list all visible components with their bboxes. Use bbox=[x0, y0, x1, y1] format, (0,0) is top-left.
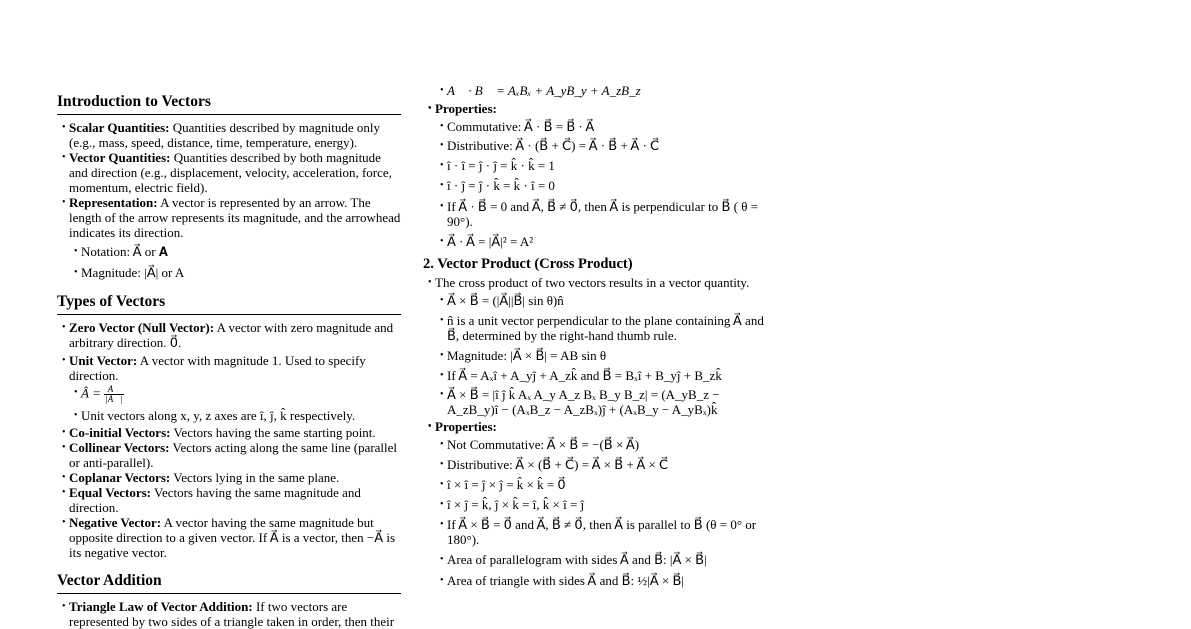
zero-text: A vector with zero magnitude and arbitrary direction. 0⃗. bbox=[69, 320, 394, 350]
cross-property-unit-cross: • î × ĵ = k̂, ĵ × k̂ = î, k̂ × î = ĵ bbox=[447, 497, 768, 512]
term-negative: Negative Vector: bbox=[69, 515, 162, 530]
equal-text: Vectors having the same magnitude and direction. bbox=[69, 485, 361, 515]
notation-item: • Notation: A⃗ or 𝐀 bbox=[81, 244, 401, 259]
dot-property-unit-self: • î · î = ĵ · ĵ = k̂ · k̂ = 1 bbox=[447, 158, 768, 173]
cross-properties-label: • Properties: bbox=[435, 419, 768, 434]
list-item-unit bbox=[69, 353, 401, 383]
term-coinitial: Co-initial Vectors: bbox=[69, 425, 171, 440]
collinear-text: Vectors acting along the same line (parallel or anti-parallel). bbox=[69, 440, 398, 470]
dot-components-formula: • A⃗ · B⃗ = AₓBₓ + A_yB_y + A_zB_z bbox=[447, 83, 768, 98]
dot-product-list bbox=[423, 83, 768, 249]
negative-text: A vector having the same magnitude but opposite direction to a given vector. If A⃗ is a vector, then −A⃗ is its negative vector. bbox=[69, 515, 396, 560]
cross-property-distributive: • Distributive: A⃗ × (B⃗ + C⃗) = A⃗ × B⃗ + A⃗ × C⃗ bbox=[447, 457, 768, 472]
term-collinear: Collinear Vectors: bbox=[69, 440, 170, 455]
list-item-triangle-law bbox=[69, 599, 401, 629]
list-item-zero bbox=[69, 320, 401, 350]
term-triangle-law: Triangle Law of Vector Addition: bbox=[69, 599, 253, 614]
cross-property-unit-self: • î × î = ĵ × ĵ = k̂ × k̂ = 0⃗ bbox=[447, 477, 768, 492]
vector-text: Quantities described by both magnitude and direction (e.g., displacement, velocity, acceleration, force, momentum, electric field). bbox=[69, 150, 392, 195]
list-item-coinitial bbox=[69, 425, 401, 440]
term-scalar: Scalar Quantities: bbox=[69, 120, 170, 135]
section-heading-intro: Introduction to Vectors bbox=[57, 93, 401, 115]
unit-formula-item bbox=[81, 385, 401, 404]
dot-property-commutative: • Commutative: A⃗ · B⃗ = B⃗ · A⃗ bbox=[447, 119, 768, 134]
addition-list bbox=[57, 599, 401, 629]
dot-property-perpendicular: • If A⃗ · B⃗ = 0 and A⃗, B⃗ ≠ 0⃗, then A⃗ is perpendicular to B⃗ ( θ = 90°). bbox=[447, 199, 768, 229]
unit-text: A vector with magnitude 1. Used to specify direction. bbox=[69, 353, 366, 383]
cross-product-heading: 2. Vector Product (Cross Product) bbox=[423, 256, 633, 272]
cross-property-triangle-area: • Area of triangle with sides A⃗ and B⃗: ½|A⃗ × B⃗| bbox=[447, 573, 768, 588]
list-item-collinear bbox=[69, 440, 401, 470]
list-item-equal bbox=[69, 485, 401, 515]
dot-property-unit-cross: • î · ĵ = ĵ · k̂ = k̂ · î = 0 bbox=[447, 178, 768, 193]
term-vector: Vector Quantities: bbox=[69, 150, 171, 165]
cross-magnitude: • Magnitude: |A⃗ × B⃗| = AB sin θ bbox=[447, 348, 768, 363]
cross-definition: • A⃗ × B⃗ = (|A⃗||B⃗| sin θ)n̂ bbox=[447, 293, 768, 308]
coinitial-text: Vectors having the same starting point. bbox=[173, 425, 376, 440]
unit-formula-numerator: A⃗ bbox=[104, 385, 123, 395]
magnitude-item: • Magnitude: |A⃗| or A bbox=[81, 265, 401, 280]
term-zero: Zero Vector (Null Vector): bbox=[69, 320, 215, 335]
term-coplanar: Coplanar Vectors: bbox=[69, 470, 171, 485]
list-item-scalar bbox=[69, 120, 401, 150]
list-item-negative bbox=[69, 515, 401, 560]
unit-axes-item: • Unit vectors along x, y, z axes are î, ĵ, k̂ respectively. bbox=[81, 408, 401, 423]
dot-properties-label: • Properties: bbox=[435, 101, 768, 116]
cross-components: • If A⃗ = Aₓî + A_yĵ + A_zk̂ and B⃗ = Bₓî + B_yĵ + B_zk̂ bbox=[447, 368, 768, 383]
cross-intro: • The cross product of two vectors results in a vector quantity. bbox=[435, 275, 768, 290]
term-unit: Unit Vector: bbox=[69, 353, 138, 368]
representation-text: A vector is represented by an arrow. The length of the arrow represents its magnitude, and the arrowhead indicates its direction. bbox=[69, 195, 401, 240]
unit-formula-denominator: |A⃗| bbox=[105, 394, 123, 404]
list-item-coplanar bbox=[69, 470, 401, 485]
unit-formula-lhs: Â = bbox=[81, 385, 101, 401]
intro-list bbox=[57, 120, 401, 280]
list-item-representation bbox=[69, 195, 401, 240]
section-heading-addition: Vector Addition bbox=[57, 572, 401, 594]
cross-property-parallel: • If A⃗ × B⃗ = 0⃗ and A⃗, B⃗ ≠ 0⃗, then A⃗ is parallel to B⃗ (θ = 0° or 180°). bbox=[447, 517, 768, 547]
unit-formula-fraction bbox=[104, 385, 123, 404]
section-heading-types: Types of Vectors bbox=[57, 293, 401, 315]
triangle-law-text: If two vectors are represented by two sides of a triangle taken in order, then their bbox=[69, 599, 395, 629]
cross-product-list bbox=[423, 275, 768, 588]
dot-property-self-magnitude: • A⃗ · A⃗ = |A⃗|² = A² bbox=[447, 234, 768, 249]
cross-property-not-commutative: • Not Commutative: A⃗ × B⃗ = −(B⃗ × A⃗) bbox=[447, 437, 768, 452]
term-equal: Equal Vectors: bbox=[69, 485, 151, 500]
right-column bbox=[423, 0, 768, 588]
scalar-text: Quantities described by magnitude only (e.g., mass, speed, distance, time, temperature, energy). bbox=[69, 120, 380, 150]
dot-property-distributive: • Distributive: A⃗ · (B⃗ + C⃗) = A⃗ · B⃗ + A⃗ · C⃗ bbox=[447, 138, 768, 153]
cross-determinant: • A⃗ × B⃗ = |î ĵ k̂ Aₓ A_y A_z Bₓ B_y B_z| = (A_yB_z − A_zB_y)î − (AₓB_z − A_zBₓ)ĵ + (AₓB_y − A_yBₓ)k̂ bbox=[447, 387, 768, 417]
coplanar-text: Vectors lying in the same plane. bbox=[173, 470, 340, 485]
left-column bbox=[57, 0, 401, 629]
list-item-vector bbox=[69, 150, 401, 195]
cross-unit-normal: • n̂ is a unit vector perpendicular to the plane containing A⃗ and B⃗, determined by the right-hand thumb rule. bbox=[447, 313, 768, 343]
term-representation: Representation: bbox=[69, 195, 158, 210]
types-list bbox=[57, 320, 401, 560]
cross-property-parallelogram-area: • Area of parallelogram with sides A⃗ and B⃗: |A⃗ × B⃗| bbox=[447, 552, 768, 567]
